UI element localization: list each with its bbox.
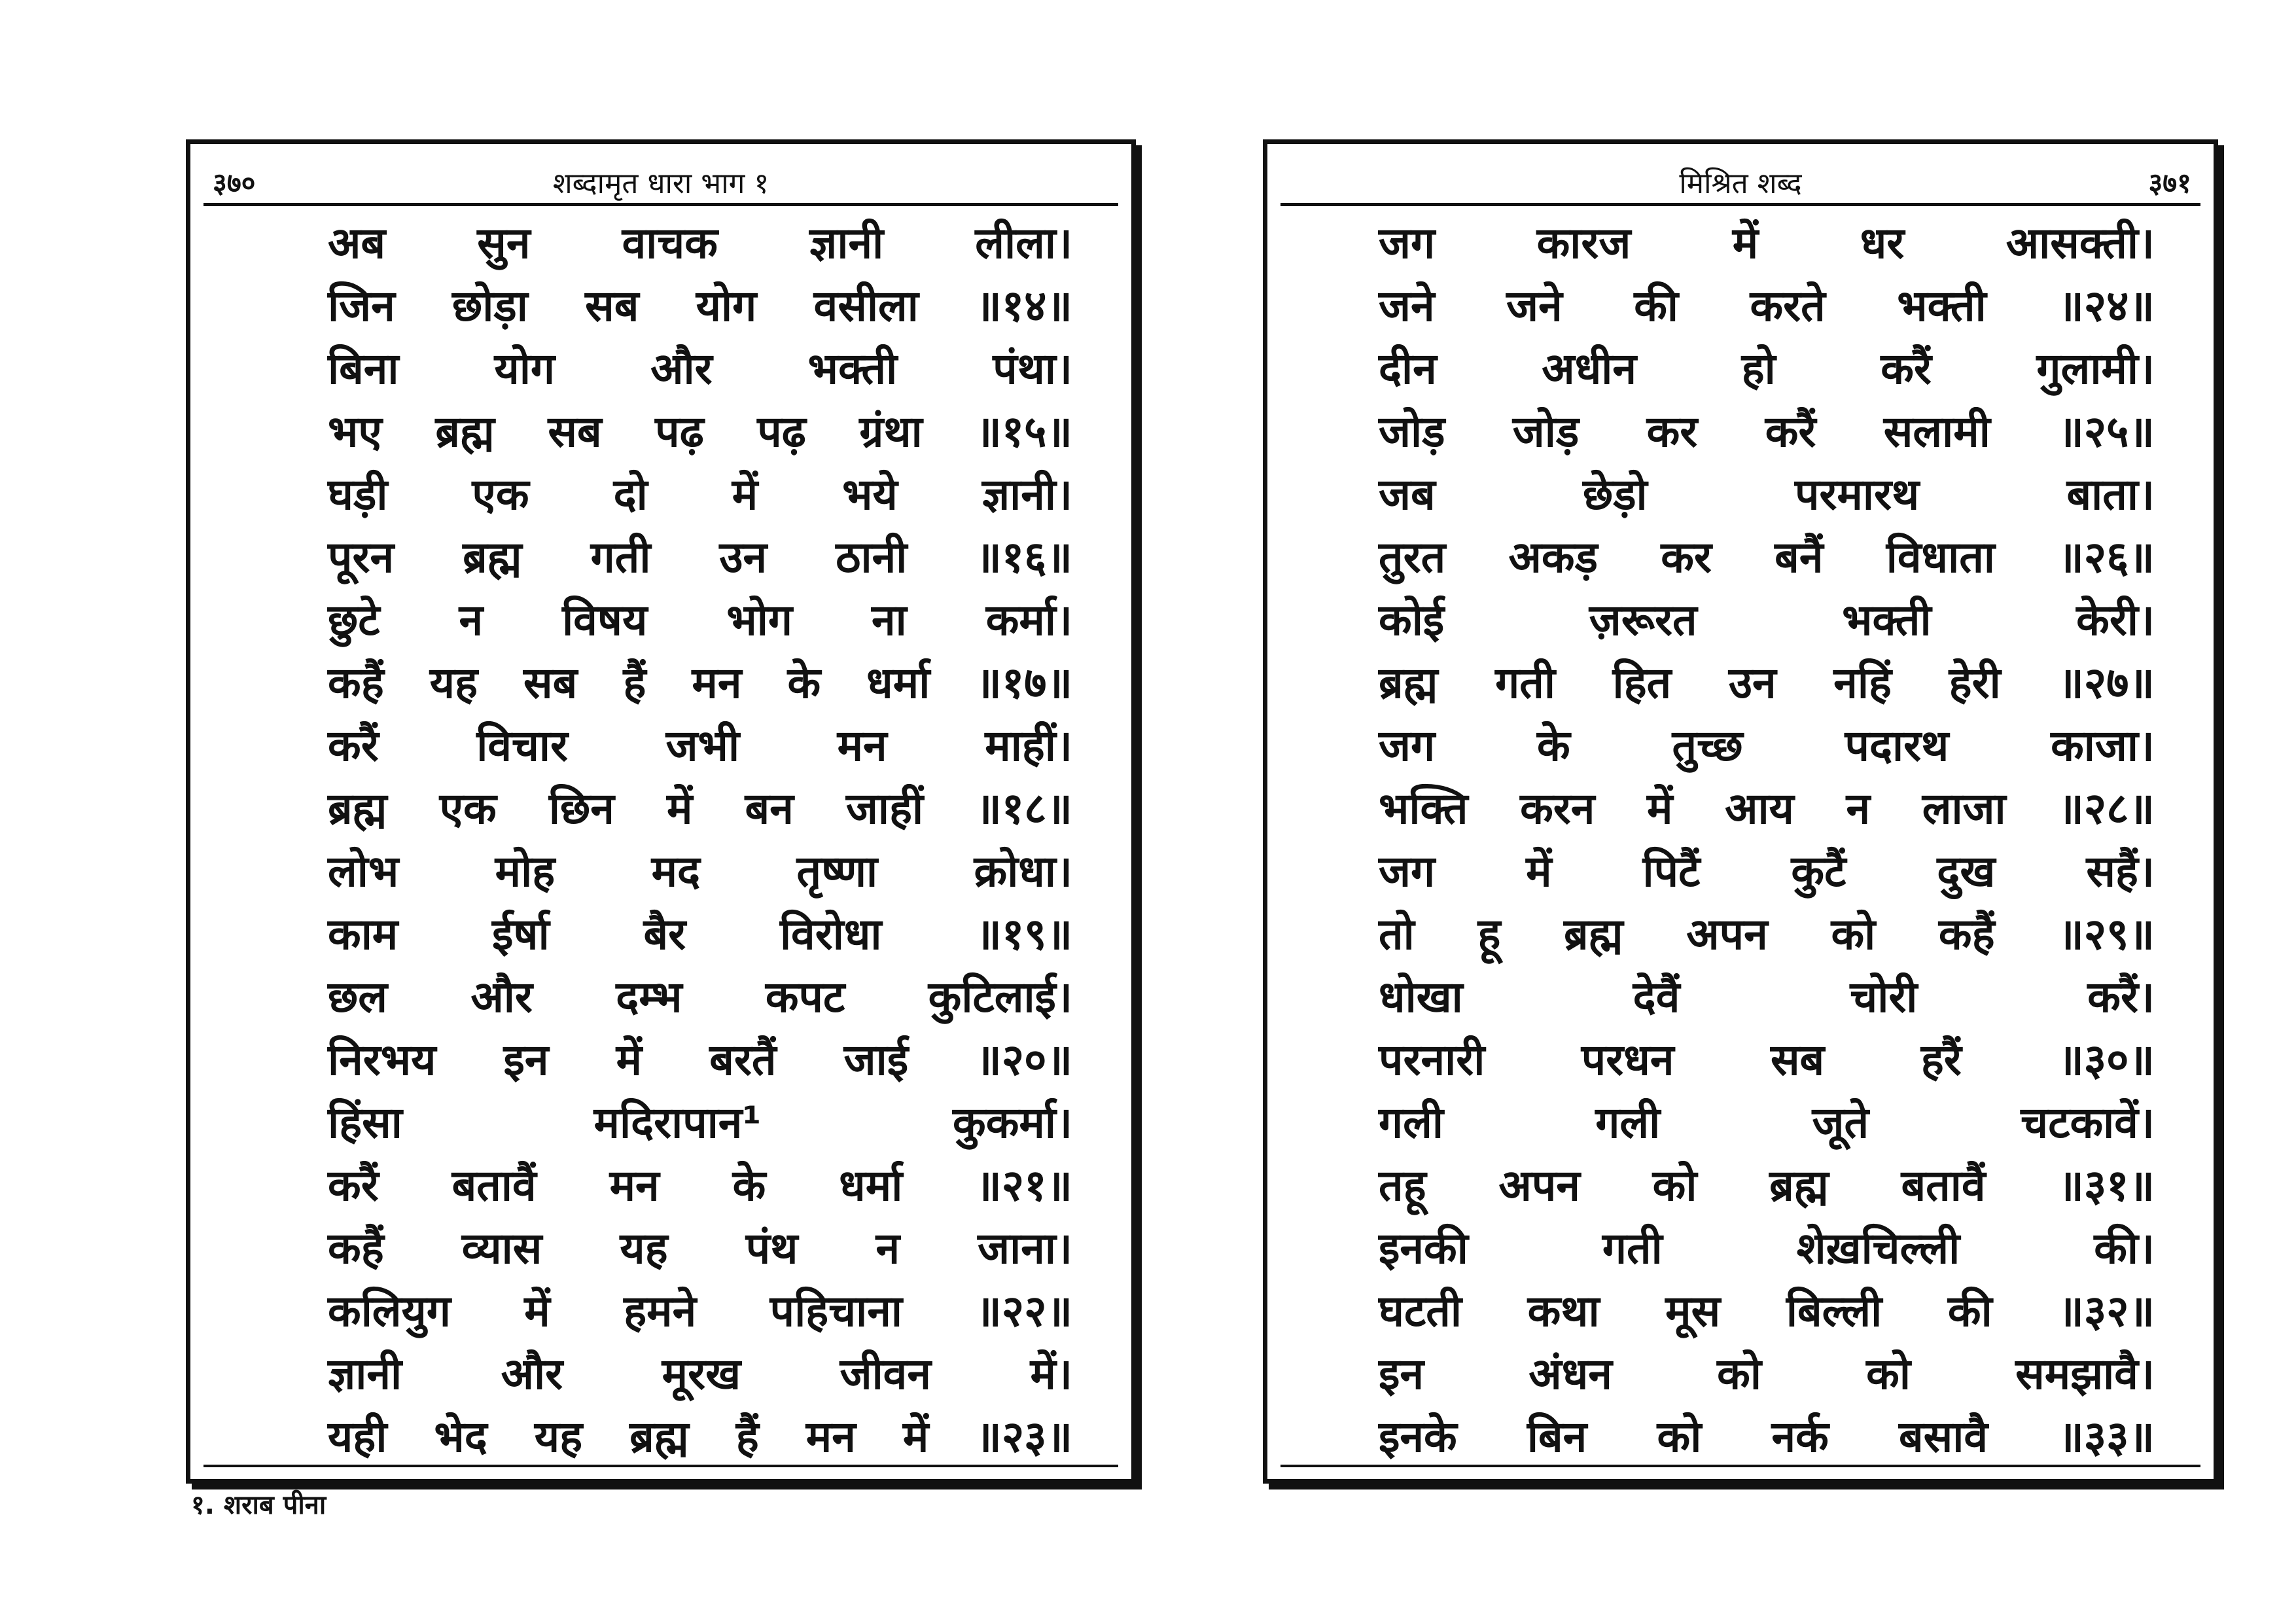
verse-word: हेरी	[1949, 658, 2001, 708]
verse-line	[328, 840, 1072, 903]
verse-word: समझावै।	[2015, 1349, 2155, 1399]
verse-word: तहू	[1379, 1160, 1426, 1211]
verse-word: निरभय	[328, 1035, 436, 1085]
verse-line	[328, 715, 1072, 777]
verse-word: हिंसा	[328, 1097, 402, 1148]
verse-word: अब	[328, 218, 386, 268]
verse-word: वाचक	[622, 218, 718, 268]
verse-word: ॥२५॥	[2058, 406, 2155, 457]
verse-word: ॥१८॥	[976, 783, 1072, 834]
verse-word: जूते	[1812, 1097, 1869, 1148]
footnote: १. शराब पीना	[191, 1490, 327, 1520]
verse-word: मन	[692, 658, 742, 708]
verse-line	[328, 275, 1072, 338]
verse-word: ना	[871, 595, 907, 645]
verse-word: गली	[1379, 1097, 1443, 1148]
verse-word: करैं।	[2087, 972, 2155, 1022]
verse-word: ब्रह्म	[435, 406, 495, 457]
verse-word: ॥१९॥	[976, 909, 1072, 959]
verse-word: चटकावें।	[2021, 1097, 2155, 1148]
verse-word: गती	[1495, 658, 1555, 708]
verse-word: और	[470, 972, 533, 1022]
right-page-number: ३७१	[2148, 167, 2191, 199]
verse-word: इनके	[1379, 1412, 1457, 1462]
verse-line	[1379, 401, 2155, 463]
verse-word: करैं	[1881, 344, 1932, 394]
verse-word: ब्रह्म	[1769, 1160, 1829, 1211]
verse-word: ज्ञानी	[328, 1349, 402, 1399]
verse-word: और	[501, 1349, 563, 1399]
verse-word: के	[787, 658, 821, 708]
verse-word: अपन	[1686, 909, 1768, 959]
verse-word: तुच्छ	[1672, 721, 1743, 771]
verse-word: पढ़	[655, 406, 704, 457]
verse-line	[1379, 903, 2155, 966]
verse-word: कोई	[1379, 595, 1445, 645]
verse-word: परमारथ	[1794, 469, 1920, 520]
verse-word: धोखा	[1379, 972, 1463, 1022]
verse-word: देवैं	[1633, 972, 1680, 1022]
verse-word: जाई	[843, 1035, 909, 1085]
verse-word: बिल्ली	[1786, 1286, 1882, 1336]
verse-word: सब	[548, 406, 602, 457]
verse-word: जाना।	[978, 1223, 1072, 1274]
verse-word: जने	[1506, 281, 1563, 331]
verse-word: दम्भ	[616, 972, 682, 1022]
verse-word: हो	[1741, 344, 1776, 394]
verse-word: बनैं	[1775, 532, 1824, 582]
verse-word: अपन	[1498, 1160, 1580, 1211]
verse-word: नर्क	[1771, 1412, 1829, 1462]
verse-line	[328, 1406, 1072, 1469]
verse-word: बतावैं	[451, 1160, 537, 1211]
verse-word: गुलामी।	[2036, 344, 2155, 394]
verse-word: की	[1947, 1286, 1992, 1336]
left-page	[186, 139, 1136, 1484]
verse-word: जभी	[665, 721, 740, 771]
verse-word: ॥१७॥	[976, 658, 1072, 708]
verse-word: चोरी	[1850, 972, 1918, 1022]
verse-line	[328, 652, 1072, 715]
verse-line	[328, 1029, 1072, 1092]
verse-line	[1379, 275, 2155, 338]
verse-word: भये	[842, 469, 898, 520]
verse-word: कर्मा।	[985, 595, 1072, 645]
verse-word: व्यास	[461, 1223, 542, 1274]
verse-word: परधन	[1581, 1035, 1674, 1085]
verse-word: मूस	[1665, 1286, 1721, 1336]
verse-word: विरोधा	[779, 909, 882, 959]
verse-word: कहैं	[1938, 909, 1995, 959]
verse-word: न	[875, 1223, 900, 1274]
verse-word: कहैं	[328, 1223, 384, 1274]
verse-word: बतावैं	[1901, 1160, 1986, 1211]
verse-word: वसीला	[813, 281, 919, 331]
verse-word: ॥२९॥	[2058, 909, 2155, 959]
verse-word: छल	[328, 972, 388, 1022]
verse-line	[1379, 1217, 2155, 1280]
verse-line	[328, 966, 1072, 1029]
left-page-header-title: शब्दामृत धारा भाग १	[552, 167, 769, 200]
verse-word: के	[732, 1160, 766, 1211]
verse-word: बाता।	[2066, 469, 2155, 520]
verse-word: करते	[1750, 281, 1826, 331]
verse-word: करैं	[328, 1160, 379, 1211]
verse-word: विषय	[562, 595, 648, 645]
verse-word: जग	[1379, 721, 1436, 771]
verse-word: मन	[837, 721, 887, 771]
verse-word: सब	[585, 281, 639, 331]
verse-line	[328, 338, 1072, 401]
verse-word: ॥२४॥	[2058, 281, 2155, 331]
verse-line	[1379, 1406, 2155, 1469]
verse-word: हरैं	[1920, 1035, 1962, 1085]
verse-word: छेड़ो	[1582, 469, 1648, 520]
verse-word: नहिं	[1833, 658, 1892, 708]
verse-word: काम	[328, 909, 398, 959]
verse-word: करैं	[328, 721, 379, 771]
verse-word: उन	[719, 532, 768, 582]
verse-word: छिन	[548, 783, 614, 834]
verse-word: ब्रह्म	[1564, 909, 1623, 959]
verse-word: मन	[805, 1412, 856, 1462]
verse-word: कपट	[765, 972, 845, 1022]
verse-word: ॥३०॥	[2058, 1035, 2155, 1085]
verse-word: यही	[328, 1412, 387, 1462]
verse-word: भक्ति	[1379, 783, 1468, 834]
verse-word: की	[1634, 281, 1678, 331]
verse-word: धर्मा	[839, 1160, 903, 1211]
verse-word: कुटैं	[1791, 846, 1846, 897]
verse-word: ॥२२॥	[976, 1286, 1072, 1336]
verse-word: की।	[2094, 1223, 2155, 1274]
verse-line	[1379, 1029, 2155, 1092]
verse-word: कहैं	[328, 658, 384, 708]
verse-word: केरी।	[2076, 595, 2155, 645]
verse-word: भक्ती	[1897, 281, 1987, 331]
verse-word: ॥३१॥	[2058, 1160, 2155, 1211]
verse-word: ॥२७॥	[2058, 658, 2155, 708]
verse-word: जब	[1379, 469, 1436, 520]
verse-word: सहैं।	[2086, 846, 2155, 897]
verse-word: यह	[429, 658, 478, 708]
verse-word: बन	[745, 783, 794, 834]
verse-word: में	[1732, 218, 1759, 268]
verse-line	[1379, 212, 2155, 275]
verse-line	[1379, 589, 2155, 652]
verse-line	[1379, 715, 2155, 777]
verse-word: कथा	[1527, 1286, 1600, 1336]
verse-word: अधीन	[1542, 344, 1637, 394]
verse-word: इन	[1379, 1349, 1424, 1399]
verse-line	[328, 1280, 1072, 1343]
verse-word: पढ़	[757, 406, 806, 457]
verse-line	[328, 401, 1072, 463]
verse-word: धर्मा	[866, 658, 930, 708]
verse-word: में	[1526, 846, 1552, 897]
verse-word: जिन	[328, 281, 395, 331]
verse-word: योग	[696, 281, 757, 331]
verse-word: तो	[1379, 909, 1415, 959]
verse-word: जग	[1379, 218, 1436, 268]
verse-word: एक	[472, 469, 529, 520]
verse-line	[1379, 338, 2155, 401]
verse-word: को	[1866, 1349, 1911, 1399]
verse-word: में	[732, 469, 758, 520]
verse-line	[328, 777, 1072, 840]
verse-word: बैर	[643, 909, 686, 959]
verse-word: जोड़	[1512, 406, 1580, 457]
verse-word: हित	[1612, 658, 1672, 708]
verse-word: बिना	[328, 344, 399, 394]
verse-word: करन	[1520, 783, 1595, 834]
verse-word: ब्रह्म	[328, 783, 387, 834]
verse-word: मूरख	[662, 1349, 741, 1399]
verse-word: घटती	[1379, 1286, 1462, 1336]
verse-word: में	[902, 1412, 929, 1462]
verse-word: हैं	[623, 658, 646, 708]
verse-word: उन	[1728, 658, 1776, 708]
verse-word: गली	[1595, 1097, 1661, 1148]
verse-word: सलामी	[1883, 406, 1990, 457]
verse-word: ज़रूरत	[1589, 595, 1697, 645]
verse-word: कुकर्मा।	[953, 1097, 1072, 1148]
verse-word: ॥२३॥	[976, 1412, 1072, 1462]
verse-word: लाजा	[1922, 783, 2006, 834]
verse-word: भए	[328, 406, 382, 457]
verse-word: में	[524, 1286, 550, 1336]
verse-word: जने	[1379, 281, 1435, 331]
verse-word: भेद	[434, 1412, 487, 1462]
verse-word: माहीं।	[985, 721, 1072, 771]
verse-word: न	[1846, 783, 1871, 834]
verse-word: ॥२८॥	[2058, 783, 2155, 834]
verse-word: में	[616, 1035, 643, 1085]
verse-word: लोभ	[328, 846, 399, 897]
verse-word: सुन	[477, 218, 531, 268]
verse-word: शेख़चिल्ली	[1796, 1223, 1960, 1274]
verse-word: ॥३२॥	[2058, 1286, 2155, 1336]
verse-word: न	[459, 595, 484, 645]
verse-line	[328, 212, 1072, 275]
right-verses	[1379, 212, 2155, 1465]
verse-word: पंथ	[745, 1223, 798, 1274]
verse-word: और	[650, 344, 713, 394]
verse-word: परनारी	[1379, 1035, 1485, 1085]
verse-word: को	[1657, 1412, 1702, 1462]
verse-word: ब्रह्म	[1379, 658, 1438, 708]
verse-word: ब्रह्म	[629, 1412, 689, 1462]
verse-word: पूरन	[328, 532, 395, 582]
verse-word: ॥३३॥	[2058, 1412, 2155, 1462]
right-page-body	[1280, 207, 2200, 1467]
verse-word: धर	[1860, 218, 1905, 268]
verse-word: आय	[1725, 783, 1794, 834]
verse-word: बरतैं	[709, 1035, 777, 1085]
right-page-header-title: मिश्रित शब्द	[1679, 167, 1802, 200]
verse-word: बिन	[1527, 1412, 1587, 1462]
verse-word: हैं	[735, 1412, 759, 1462]
verse-word: को	[1717, 1349, 1761, 1399]
verse-line	[328, 463, 1072, 526]
verse-word: कर	[1646, 406, 1698, 457]
verse-word: जीवन	[839, 1349, 931, 1399]
verse-word: ग्रंथा	[859, 406, 923, 457]
verse-word: को	[1652, 1160, 1697, 1211]
verse-word: लीला।	[975, 218, 1072, 268]
verse-word: बसावै	[1898, 1412, 1988, 1462]
verse-word: ज्ञानी।	[981, 469, 1072, 520]
right-page	[1263, 139, 2218, 1484]
verse-line	[328, 903, 1072, 966]
left-page-body	[203, 207, 1118, 1467]
verse-word: पहिचाना	[769, 1286, 902, 1336]
verse-word: क्रोधा।	[974, 846, 1072, 897]
verse-word: में।	[1030, 1349, 1072, 1399]
verse-line	[1379, 966, 2155, 1029]
verse-word: करैं	[1765, 406, 1816, 457]
verse-word: अंधन	[1528, 1349, 1612, 1399]
verse-word: दीन	[1379, 344, 1437, 394]
verse-word: भक्ती	[807, 344, 898, 394]
left-page-number: ३७०	[213, 167, 256, 199]
verse-word: एक	[439, 783, 497, 834]
verse-word: यह	[534, 1412, 583, 1462]
verse-word: जग	[1379, 846, 1436, 897]
verse-word: यह	[620, 1223, 668, 1274]
verse-word: जाहीं	[845, 783, 924, 834]
verse-word: काजा।	[2051, 721, 2155, 771]
verse-word: इन	[503, 1035, 549, 1085]
verse-word: कलियुग	[328, 1286, 451, 1336]
verse-word: अकड़	[1508, 532, 1598, 582]
right-page-header	[1280, 158, 2200, 206]
verse-word: मद	[651, 846, 701, 897]
verse-word: सब	[1770, 1035, 1825, 1085]
verse-word: कारज	[1536, 218, 1631, 268]
verse-line	[328, 1343, 1072, 1406]
verse-word: ब्रह्म	[463, 532, 522, 582]
verse-word: गती	[1602, 1223, 1663, 1274]
verse-word: तुरत	[1379, 532, 1446, 582]
verse-word: जोड़	[1379, 406, 1445, 457]
verse-line	[1379, 777, 2155, 840]
verse-word: सब	[523, 658, 578, 708]
verse-word: ॥१४॥	[976, 281, 1072, 331]
verse-line	[1379, 652, 2155, 715]
left-page-header	[203, 158, 1118, 206]
verse-word: ॥२०॥	[976, 1035, 1072, 1085]
verse-word: ज्ञानी	[809, 218, 884, 268]
verse-line	[1379, 526, 2155, 589]
verse-word: भक्ती	[1842, 595, 1932, 645]
verse-line	[328, 1217, 1072, 1280]
verse-word: आसक्ती।	[2005, 218, 2155, 268]
verse-word: इनकी	[1379, 1223, 1468, 1274]
verse-word: में	[1647, 783, 1673, 834]
verse-word: के	[1536, 721, 1570, 771]
verse-word: ईर्षा	[492, 909, 550, 959]
verse-line	[1379, 1280, 2155, 1343]
verse-word: ॥१६॥	[976, 532, 1072, 582]
verse-word: तृष्णा	[796, 846, 878, 897]
verse-line	[1379, 1343, 2155, 1406]
verse-word: पंथा।	[993, 344, 1072, 394]
verse-word: मन	[609, 1160, 660, 1211]
verse-word: हमने	[624, 1286, 697, 1336]
verse-line	[1379, 840, 2155, 903]
verse-word: घड़ी	[328, 469, 388, 520]
verse-word: ॥२१॥	[976, 1160, 1072, 1211]
verse-word: मदिरापान¹	[593, 1097, 762, 1148]
verse-word: ठानी	[836, 532, 908, 582]
verse-line	[1379, 1154, 2155, 1217]
verse-line	[1379, 463, 2155, 526]
verse-word: दुख	[1937, 846, 1996, 897]
verse-word: हू	[1477, 909, 1501, 959]
verse-word: विधाता	[1886, 532, 1995, 582]
verse-word: मोह	[495, 846, 556, 897]
verse-word: दो	[613, 469, 648, 520]
verse-word: पदारथ	[1845, 721, 1949, 771]
verse-line	[1379, 1092, 2155, 1154]
verse-word: गती	[590, 532, 651, 582]
verse-word: पिटैं	[1642, 846, 1701, 897]
verse-word: कुटिलाई।	[928, 972, 1072, 1022]
verse-word: छोड़ा	[452, 281, 528, 331]
verse-line	[328, 1092, 1072, 1154]
verse-word: भोग	[726, 595, 792, 645]
verse-word: ॥१५॥	[976, 406, 1072, 457]
verse-word: छुटे	[328, 595, 380, 645]
verse-word: को	[1831, 909, 1876, 959]
left-verses	[328, 212, 1072, 1465]
verse-word: ॥२६॥	[2058, 532, 2155, 582]
verse-line	[328, 589, 1072, 652]
verse-word: विचार	[476, 721, 569, 771]
verse-word: योग	[494, 344, 556, 394]
verse-word: में	[666, 783, 693, 834]
verse-word: कर	[1661, 532, 1712, 582]
verse-line	[328, 526, 1072, 589]
verse-line	[328, 1154, 1072, 1217]
